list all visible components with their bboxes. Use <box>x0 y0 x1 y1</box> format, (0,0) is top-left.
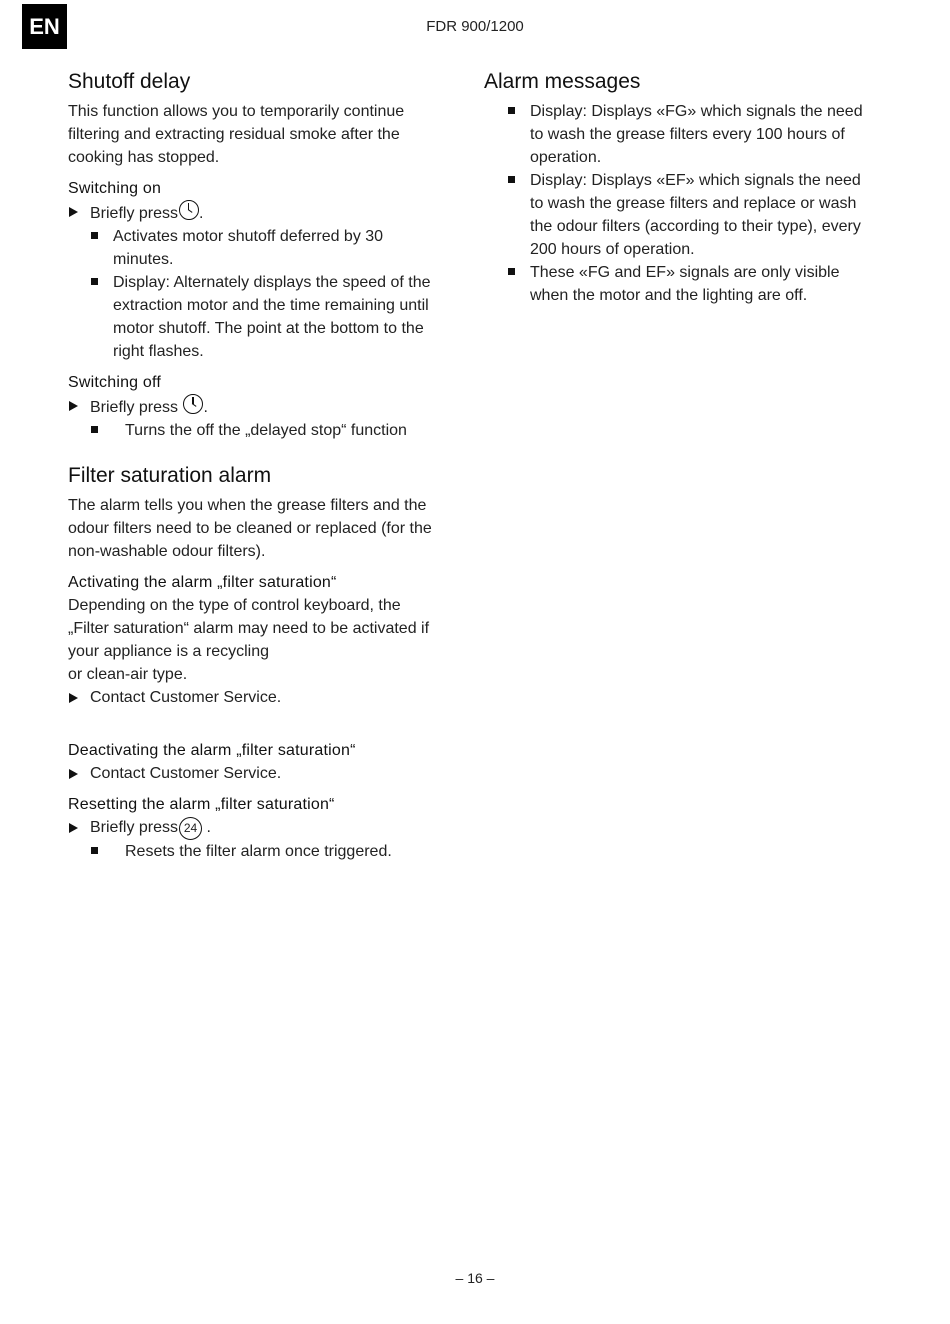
shutoff-intro: This function allows you to temporarily continue filtering and extracting residual smoke after the cooking has stopped. <box>68 103 405 166</box>
activating-alarm-heading: Activating the alarm „filter saturation“ <box>68 574 337 591</box>
filter-saturation-heading: Filter saturation alarm <box>68 464 272 487</box>
clock-icon <box>183 394 203 414</box>
switching-off-step: Briefly press . <box>68 394 463 419</box>
resetting-alarm-step: Briefly press 24 . <box>68 816 463 840</box>
switching-on-bullet: Activates motor shutoff deferred by 30 minutes. <box>68 225 463 271</box>
shutoff-delay-heading: Shutoff delay <box>68 70 191 93</box>
activating-alarm-text: Depending on the type of control keyboard, the „Filter saturation“ alarm may need to be activated if your appliance is a recycling or clean-air type. <box>68 597 430 683</box>
right-column <box>484 68 894 307</box>
key-24-icon: 24 <box>179 817 202 840</box>
deactivating-alarm-step: Contact Customer Service. <box>68 762 463 785</box>
alarm-message-item: Display: Displays «EF» which signals the need to wash the grease filters and replace or wash the odour filters (according to their type), every 200 hours of operation. <box>484 169 894 261</box>
alarm-message-item: Display: Displays «FG» which signals the need to wash the grease filters every 100 hours of operation. <box>484 100 894 169</box>
clock-icon <box>179 200 199 220</box>
page-number: – 16 – <box>455 1270 495 1286</box>
switching-on-heading: Switching on <box>68 180 162 197</box>
left-column <box>68 68 463 863</box>
switching-off-heading: Switching off <box>68 374 162 391</box>
resetting-alarm-bullet: Resets the filter alarm once triggered. <box>68 840 463 863</box>
switching-on-bullet: Display: Alternately displays the speed of the extraction motor and the time remaining until motor shutoff. The point at the bottom to the right flashes. <box>68 271 463 363</box>
alarm-messages-heading: Alarm messages <box>484 70 641 93</box>
deactivating-alarm-heading: Deactivating the alarm „filter saturation“ <box>68 742 356 759</box>
alarm-message-item: These «FG and EF» signals are only visible when the motor and the lighting are off. <box>484 261 894 307</box>
activating-alarm-step: Contact Customer Service. <box>68 686 463 709</box>
filter-intro: The alarm tells you when the grease filters and the odour filters need to be cleaned or replaced (for the non-washable odour filters). <box>68 497 432 560</box>
resetting-alarm-heading: Resetting the alarm „filter saturation“ <box>68 796 335 813</box>
language-badge: EN <box>22 4 67 49</box>
switching-on-step: Briefly press . <box>68 200 463 225</box>
switching-off-bullet: Turns the off the „delayed stop“ function <box>68 419 463 442</box>
model-header: FDR 900/1200 <box>426 18 524 35</box>
